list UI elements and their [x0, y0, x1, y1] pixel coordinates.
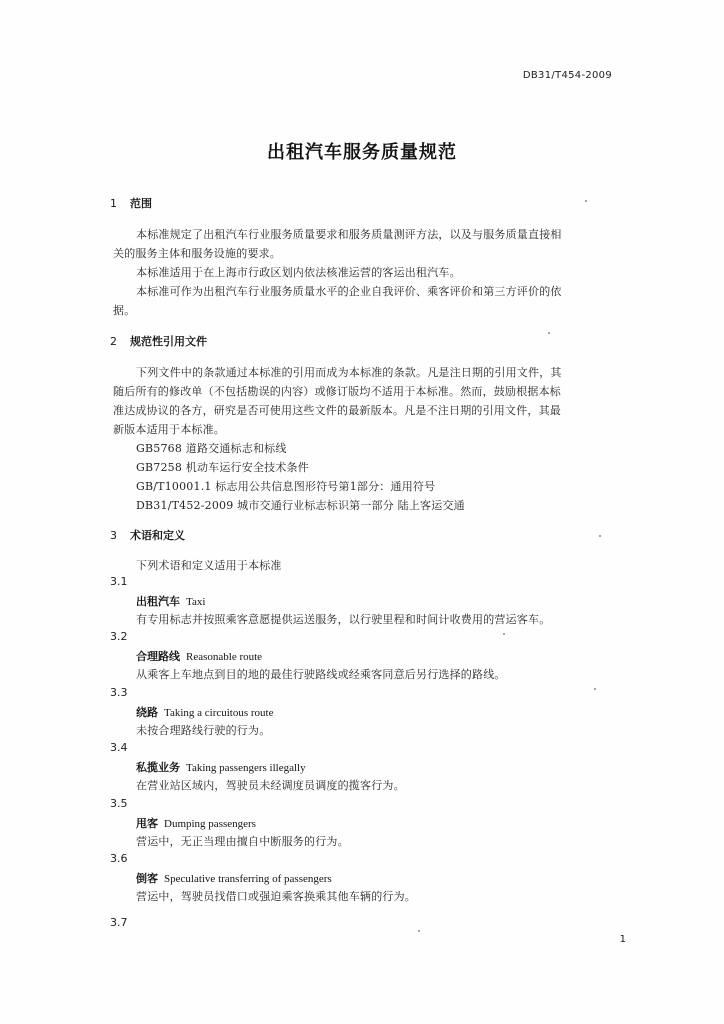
term-chinese: 出租汽车 [136, 595, 180, 608]
section-1-para-1-line-2: 关的服务主体和服务设施的要求。 [113, 247, 281, 260]
scan-speck [503, 633, 505, 635]
term-heading [136, 593, 205, 609]
scan-speck [594, 688, 596, 690]
term-heading [136, 815, 256, 831]
term-definition: 在营业站区域内，驾驶员未经调度员调度的揽客行为。 [136, 779, 405, 792]
term-chinese: 倒客 [136, 872, 158, 885]
section-3-title: 术语和定义 [130, 529, 185, 542]
clause-number: 3.7 [110, 916, 128, 929]
clause-number: 3.1 [110, 575, 128, 588]
term-definition: 从乘客上车地点到目的地的最佳行驶路线或经乘客同意后另行选择的路线。 [136, 668, 506, 681]
term-chinese: 私揽业务 [136, 761, 180, 774]
section-2-para-line-2: 随后所有的修改单（不包括勘误的内容）或修订版均不适用于本标准。然而，鼓励根据本标 [113, 385, 561, 398]
section-2-number: 2 [110, 335, 117, 348]
section-1-para-2: 本标准适用于在上海市行政区划内依法核准运营的客运出租汽车。 [136, 266, 461, 279]
reference-item: GB/T10001.1 标志用公共信息图形符号第1部分：通用符号 [136, 480, 436, 493]
scan-speck [599, 535, 601, 537]
scan-speck [418, 930, 420, 932]
document-title: 出租汽车服务质量规范 [267, 142, 457, 163]
term-definition: 营运中，驾驶员找借口或强迫乘客换乘其他车辆的行为。 [136, 890, 416, 903]
term-definition: 未按合理路线行驶的行为。 [136, 724, 271, 737]
clause-number: 3.4 [110, 741, 128, 754]
term-chinese: 合理路线 [136, 650, 180, 663]
term-english: Reasonable route [186, 651, 263, 663]
term-english: Dumping passengers [164, 818, 256, 830]
section-1-para-3-line-2: 据。 [113, 304, 136, 317]
term-english: Taking passengers illegally [186, 762, 306, 774]
term-definition: 有专用标志并按照乘客意愿提供运送服务，以行驶里程和时间计收费用的营运客车。 [136, 613, 551, 626]
clause-number: 3.2 [110, 630, 128, 643]
section-1-para-3-line-1: 本标准可作为出租汽车行业服务质量水平的企业自我评价、乘客评价和第三方评价的依 [136, 285, 562, 298]
term-heading [136, 648, 262, 664]
section-3-intro: 下列术语和定义适用于本标准 [136, 559, 282, 572]
section-1-title: 范围 [130, 197, 152, 210]
document-code: DB31/T454-2009 [522, 70, 612, 81]
scan-speck [548, 332, 550, 334]
clause-number: 3.3 [110, 686, 128, 699]
page-number: 1 [619, 934, 626, 945]
term-chinese: 绕路 [136, 706, 158, 719]
section-2-para-line-3: 准达成协议的各方，研究是否可使用这些文件的最新版本。凡是不注日期的引用文件，其最 [113, 404, 561, 417]
scan-speck [585, 200, 587, 202]
clause-number: 3.5 [110, 797, 128, 810]
term-english: Taking a circuitous route [164, 707, 274, 719]
term-heading [136, 759, 306, 775]
term-definition: 营运中，无正当理由擅自中断服务的行为。 [136, 835, 349, 848]
section-1-heading [110, 195, 152, 211]
term-english: Taxi [186, 596, 206, 608]
reference-item: DB31/T452-2009 城市交通行业标志标识第一部分 陆上客运交通 [136, 499, 465, 512]
term-heading [136, 704, 274, 720]
section-2-title: 规范性引用文件 [130, 335, 207, 348]
section-2-para-line-4: 新版本适用于本标准。 [113, 423, 225, 436]
section-2-para-line-1: 下列文件中的条款通过本标准的引用而成为本标准的条款。凡是注日期的引用文件，其 [136, 366, 562, 379]
section-3-number: 3 [110, 529, 117, 542]
reference-item: GB5768 道路交通标志和标线 [136, 442, 287, 455]
section-3-heading [110, 527, 185, 543]
term-chinese: 甩客 [136, 817, 158, 830]
reference-item: GB7258 机动车运行安全技术条件 [136, 461, 309, 474]
section-2-heading [110, 333, 207, 349]
term-heading [136, 870, 332, 886]
section-1-number: 1 [110, 197, 117, 210]
section-1-para-1-line-1: 本标准规定了出租汽车行业服务质量要求和服务质量测评方法，以及与服务质量直接相 [136, 228, 562, 241]
clause-number: 3.6 [110, 852, 128, 865]
term-english: Speculative transferring of passengers [164, 873, 332, 885]
